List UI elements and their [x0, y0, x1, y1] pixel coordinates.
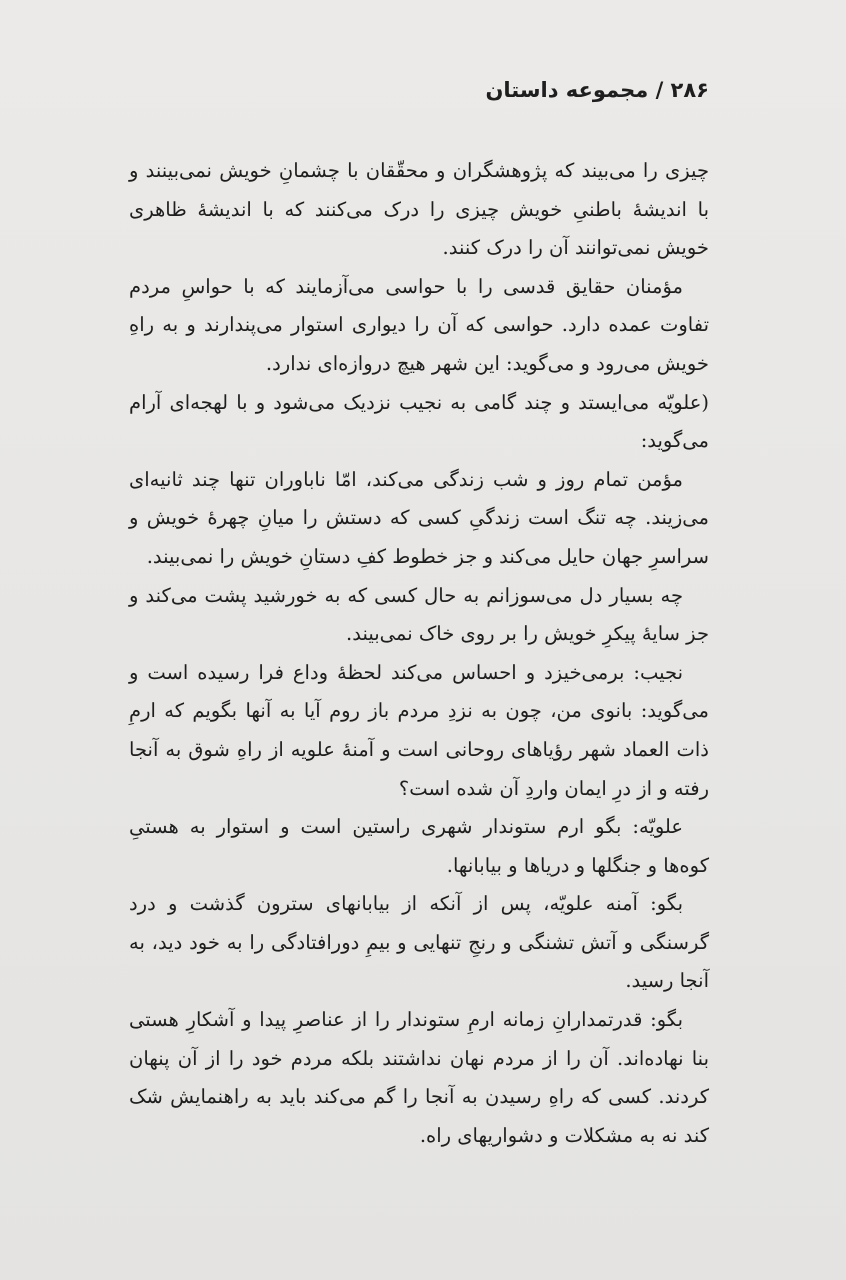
header-separator: / [655, 78, 664, 102]
book-title: مجموعه داستان [485, 78, 649, 102]
page-number: ۲۸۶ [670, 78, 709, 102]
paragraph: مؤمن تمام روز و شب زندگی می‌کند، امّا ناباوران تنها چند ثانیه‌ای می‌زیند. چه تنگ است زندگیِ کسی که دستش را میانِ چهرهٔ خویش و سراسرِ جهان حایل می‌کند و جز خطوط کفِ دستانِ خویش را نمی‌بیند. [129, 467, 709, 568]
paragraph: چه بسیار دل می‌سوزانم به حال کسی که به خورشید پشت می‌کند و جز سایهٔ پیکرِ خویش را بر روی خاک نمی‌بیند. [129, 583, 709, 646]
paragraph: نجیب: برمی‌خیزد و احساس می‌کند لحظهٔ وداع فرا رسیده است و می‌گوید: بانوی من، چون به نزدِ مردم باز روم آیا به آنها بگویم که ارمِ ذات العماد شهر رؤیاهای روحانی است و آمنهٔ علویه از راهِ شوق به آنجا رفته و از درِ ایمان واردِ آن شده است؟ [129, 660, 709, 800]
paragraph: (علویّه می‌ایستد و چند گامی به نجیب نزدیک می‌شود و با لهجه‌ای آرام می‌گوید: [129, 390, 709, 453]
body-text [129, 152, 709, 1155]
paragraph: چیزی را می‌بیند که پژوهشگران و محقّقان با چشمانِ خویش نمی‌بینند و با اندیشهٔ باطنیِ خویش چیزی را درک می‌کنند که با اندیشهٔ ظاهری خویش نمی‌توانند آن را درک کنند. [129, 159, 709, 260]
paragraph: علویّه: بگو ارم ستوندار شهری راستین است و استوار به هستیِ کوه‌ها و جنگلها و دریاها و بیابانها. [129, 815, 709, 877]
paragraph: مؤمنان حقایق قدسی را با حواسی می‌آزمایند که با حواسِ مردم تفاوت عمده دارد. حواسی که آن را دیواری استوار می‌پندارند و به راهِ خویش می‌رود و می‌گوید: این شهر هیچ دروازه‌ای ندارد. [129, 274, 709, 375]
running-header [485, 78, 709, 102]
paragraph: بگو: قدرتمدارانِ زمانه ارمِ ستوندار را از عناصرِ پیدا و آشکارِ هستی بنا نهاده‌اند. آن را از مردم نهان نداشتند بلکه مردم خود را از آن پنهان کردند. کسی که راهِ رسیدن به آنجا را گم می‌کند باید به راهنمایش شک کند نه به مشکلات و دشواریهای راه. [129, 1008, 709, 1147]
paragraph: بگو: آمنه علویّه، پس از آنکه از بیابانهای سترون گذشت و درد گرسنگی و آتش تشنگی و رنجِ تنهایی و بیمِ دورافتادگی را به خود دید، به آنجا رسید. [129, 892, 709, 993]
